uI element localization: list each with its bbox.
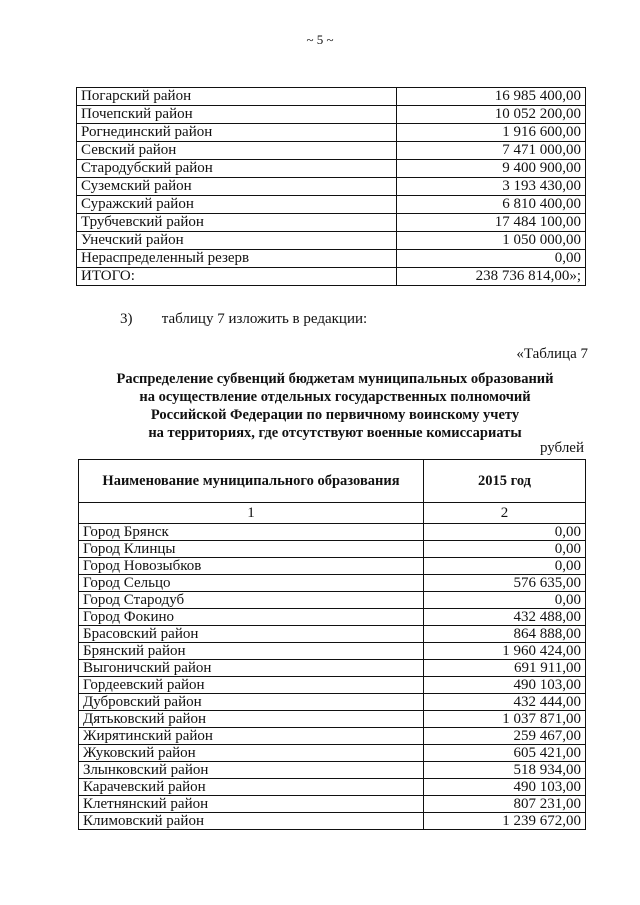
row-value: 1 050 000,00 [397, 232, 586, 250]
table-row [77, 160, 586, 178]
table-row [79, 762, 586, 779]
row-name: Стародубский район [77, 160, 397, 178]
row-value: 691 911,00 [424, 660, 586, 677]
row-value: 518 934,00 [424, 762, 586, 779]
units-label: рублей [539, 440, 584, 456]
table-row [77, 142, 586, 160]
row-name: Суражский район [77, 196, 397, 214]
table-row [79, 575, 586, 592]
table-row [77, 178, 586, 196]
header-year: 2015 год [424, 460, 586, 503]
table-row [79, 677, 586, 694]
row-name: Брасовский район [79, 626, 424, 643]
title-line-1: Распределение субвенций бюджетам муниципальных образований [116, 371, 554, 387]
row-value: 3 193 430,00 [397, 178, 586, 196]
row-value: 432 488,00 [424, 609, 586, 626]
table-row [79, 609, 586, 626]
row-name: Карачевский район [79, 779, 424, 796]
table-caption: «Таблица 7 [516, 346, 588, 362]
table-row [79, 779, 586, 796]
row-value: 0,00 [397, 250, 586, 268]
row-name: Трубчевский район [77, 214, 397, 232]
row-value: 7 471 000,00 [397, 142, 586, 160]
point-3 [120, 311, 367, 328]
point-text: таблицу 7 изложить в редакции: [161, 311, 368, 327]
table-row [79, 745, 586, 762]
index-col-2: 2 [424, 503, 586, 524]
page-number: ~ 5 ~ [306, 32, 334, 47]
row-name: Город Брянск [79, 524, 424, 541]
row-value: 259 467,00 [424, 728, 586, 745]
row-value: 1 960 424,00 [424, 643, 586, 660]
table-row [77, 268, 586, 286]
row-value: 490 103,00 [424, 779, 586, 796]
row-name: Город Новозыбков [79, 558, 424, 575]
row-value: 10 052 200,00 [397, 106, 586, 124]
row-name: Город Стародуб [79, 592, 424, 609]
table-row [77, 214, 586, 232]
row-value: 864 888,00 [424, 626, 586, 643]
row-name: Рогнединский район [77, 124, 397, 142]
table-row [77, 124, 586, 142]
row-value: 9 400 900,00 [397, 160, 586, 178]
row-value: 0,00 [424, 558, 586, 575]
row-value: 17 484 100,00 [397, 214, 586, 232]
table-row [79, 813, 586, 830]
table-row [79, 592, 586, 609]
row-name: Злынковский район [79, 762, 424, 779]
row-value: 0,00 [424, 524, 586, 541]
row-name: Севский район [77, 142, 397, 160]
table-title [80, 370, 590, 442]
row-name: Унечский район [77, 232, 397, 250]
table-row [79, 558, 586, 575]
row-value: 432 444,00 [424, 694, 586, 711]
table-row [79, 796, 586, 813]
table-row [77, 88, 586, 106]
row-name: Выгоничский район [79, 660, 424, 677]
row-name: Дятьковский район [79, 711, 424, 728]
table-row [79, 626, 586, 643]
row-value: 576 635,00 [424, 575, 586, 592]
table-row [79, 541, 586, 558]
row-value: 490 103,00 [424, 677, 586, 694]
row-name: Погарский район [77, 88, 397, 106]
table-row [79, 694, 586, 711]
row-value: 605 421,00 [424, 745, 586, 762]
row-name: Город Сельцо [79, 575, 424, 592]
row-value: 0,00 [424, 592, 586, 609]
row-value: 807 231,00 [424, 796, 586, 813]
row-value: 1 916 600,00 [397, 124, 586, 142]
row-name: Город Клинцы [79, 541, 424, 558]
row-value: 1 239 672,00 [424, 813, 586, 830]
row-value: 1 037 871,00 [424, 711, 586, 728]
row-name: Брянский район [79, 643, 424, 660]
table-row [77, 196, 586, 214]
row-value: 0,00 [424, 541, 586, 558]
table-row [77, 250, 586, 268]
header-municipality: Наименование муниципального образования [79, 460, 424, 503]
row-name: Город Фокино [79, 609, 424, 626]
row-name: Климовский район [79, 813, 424, 830]
table-row [77, 232, 586, 250]
table-row [79, 643, 586, 660]
title-line-3: Российской Федерации по первичному воинскому учету [150, 407, 520, 423]
table-row [79, 660, 586, 677]
row-value: 16 985 400,00 [397, 88, 586, 106]
title-line-2: на осуществление отдельных государственных полномочий [139, 389, 531, 405]
table-row [77, 106, 586, 124]
title-line-4: на территориях, где отсутствуют военные комиссариаты [148, 425, 522, 441]
index-col-1: 1 [79, 503, 424, 524]
row-name: ИТОГО: [77, 268, 397, 286]
row-value: 6 810 400,00 [397, 196, 586, 214]
row-name: Дубровский район [79, 694, 424, 711]
row-name: Почепский район [77, 106, 397, 124]
row-name: Гордеевский район [79, 677, 424, 694]
row-name: Нераспределенный резерв [77, 250, 397, 268]
row-name: Суземский район [77, 178, 397, 196]
row-value: 238 736 814,00»; [397, 268, 586, 286]
main-table [78, 459, 586, 830]
table-row [79, 524, 586, 541]
row-name: Жирятинский район [79, 728, 424, 745]
top-table [76, 87, 586, 286]
point-number: 3) [120, 311, 133, 327]
table-row [79, 728, 586, 745]
table-row [79, 711, 586, 728]
row-name: Жуковский район [79, 745, 424, 762]
row-name: Клетнянский район [79, 796, 424, 813]
